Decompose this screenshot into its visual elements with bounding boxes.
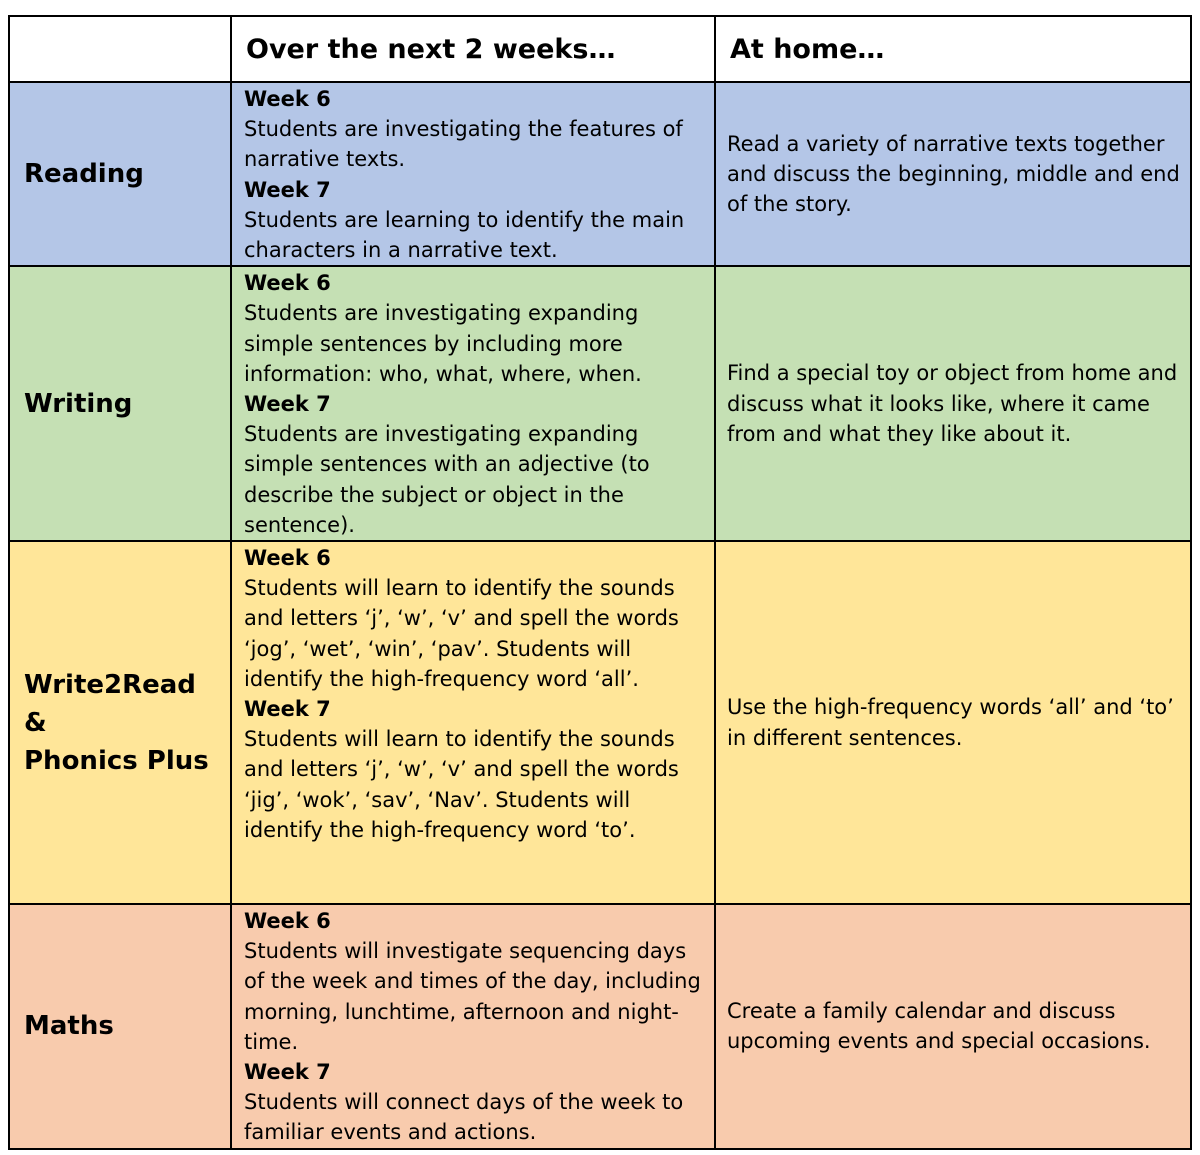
overview-reading xyxy=(231,82,715,266)
week-text: Students are investigating expanding simple sentences by including more information: who, what, where, when. xyxy=(244,301,642,386)
subject-line: Write2Read xyxy=(24,669,196,700)
home-reading xyxy=(715,82,1191,266)
week-heading: Week 6 xyxy=(244,271,331,296)
week-heading: Week 7 xyxy=(244,1060,331,1085)
home-maths xyxy=(715,904,1191,1149)
home-writing xyxy=(715,266,1191,541)
header-row xyxy=(9,16,1191,82)
week-text: Students will connect days of the week to familiar events and actions. xyxy=(244,1090,684,1145)
subject-line: Phonics Plus xyxy=(24,745,209,776)
home-phonics xyxy=(715,541,1191,904)
subject-writing: Writing xyxy=(9,266,231,541)
row-writing xyxy=(9,266,1191,541)
subject-line: & xyxy=(24,707,47,738)
home-text: Read a variety of narrative texts together and discuss the beginning, middle and end of the story. xyxy=(727,131,1180,217)
week-text: Students will investigate sequencing days of the week and times of the day, including morning, lunchtime, afternoon and night-time. xyxy=(244,939,701,1054)
header-at-home: At home… xyxy=(715,16,1191,82)
home-text: Create a family calendar and discuss upcoming events and special occasions. xyxy=(727,999,1151,1054)
row-phonics xyxy=(9,541,1191,904)
week-heading: Week 7 xyxy=(244,177,331,202)
overview-maths xyxy=(231,904,715,1149)
week-text: Students are learning to identify the main characters in a narrative text. xyxy=(244,207,685,263)
row-maths xyxy=(9,904,1191,1149)
subject-maths: Maths xyxy=(9,904,231,1149)
subject-phonics xyxy=(9,541,231,904)
home-text: Find a special toy or object from home and discuss what it looks like, where it came from and what they like about it. xyxy=(727,361,1178,446)
subject-reading: Reading xyxy=(9,82,231,266)
week-text: Students will learn to identify the sounds and letters ‘j’, ‘w’, ‘v’ and spell the words ‘jog’, ‘wet’, ‘win’, ‘pav’. Students will identify the high-frequency word ‘all’. xyxy=(244,576,679,691)
curriculum-table xyxy=(8,15,1192,1150)
header-overview: Over the next 2 weeks… xyxy=(231,16,715,82)
header-blank-cell xyxy=(9,16,231,82)
week-text: Students are investigating the features of narrative texts. xyxy=(244,117,683,172)
week-text: Students are investigating expanding simple sentences with an adjective (to describe the subject or object in the sentence). xyxy=(244,422,650,537)
row-reading xyxy=(9,82,1191,266)
week-heading: Week 7 xyxy=(244,697,331,722)
home-text: Use the high-frequency words ‘all’ and ‘to’ in different sentences. xyxy=(727,695,1174,750)
overview-writing xyxy=(231,266,715,541)
week-heading: Week 6 xyxy=(244,87,331,111)
week-text: Students will learn to identify the sounds and letters ‘j’, ‘w’, ‘v’ and spell the words ‘jig’, ‘wok’, ‘sav’, ‘Nav’. Students will identify the high-frequency word ‘to’. xyxy=(244,727,679,842)
week-heading: Week 6 xyxy=(244,909,331,934)
week-heading: Week 7 xyxy=(244,392,331,417)
week-heading: Week 6 xyxy=(244,546,331,571)
overview-phonics xyxy=(231,541,715,904)
